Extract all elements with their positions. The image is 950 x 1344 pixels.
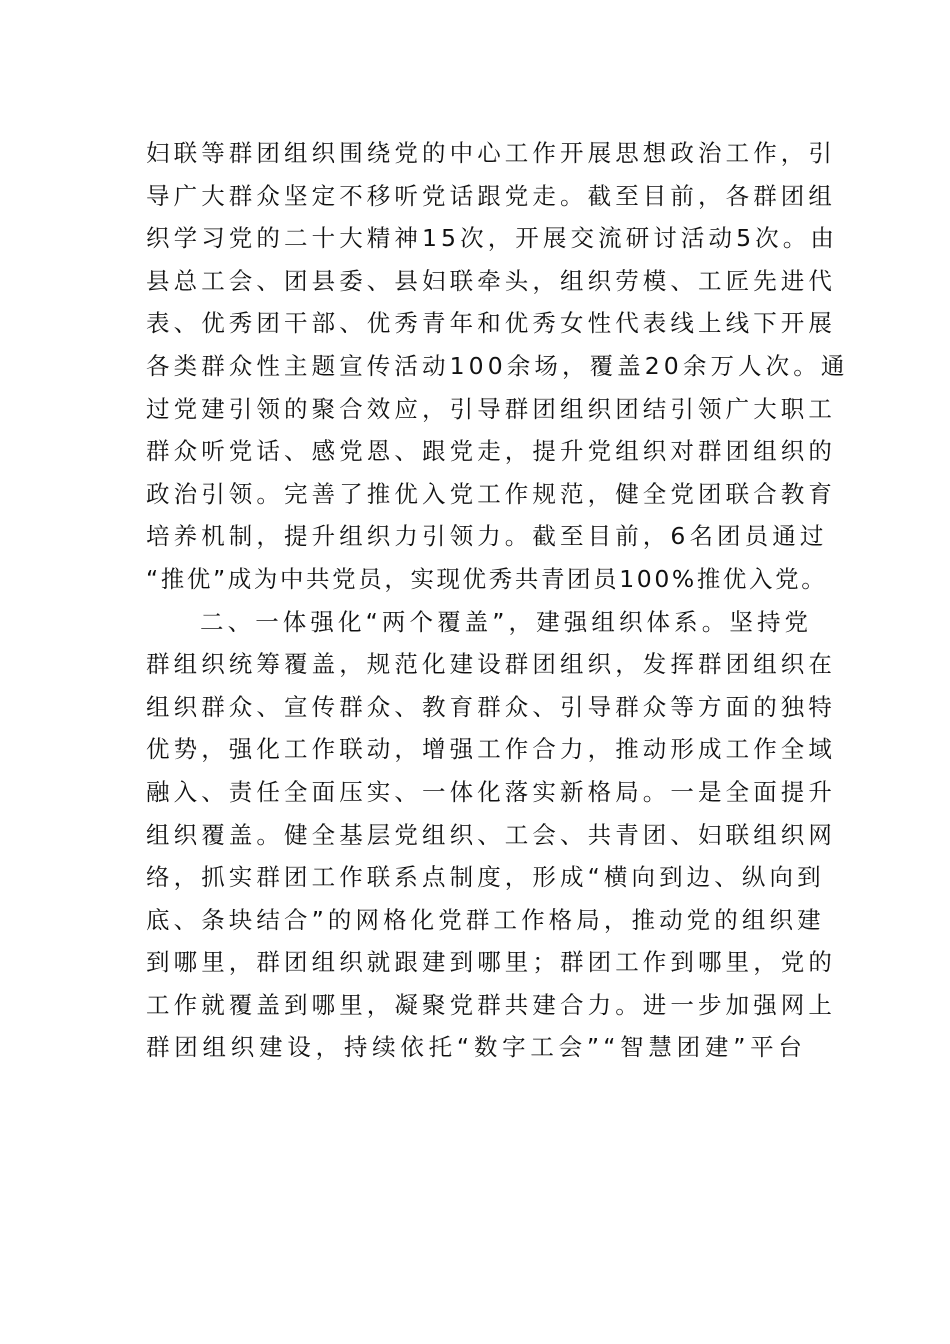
text-line: 组织群众、宣传群众、教育群众、引导群众等方面的独特 [146,692,836,721]
text-line: 各类群众性主题宣传活动100余场，覆盖20余万人次。通 [146,351,849,380]
text-line: 优势，强化工作联动，增强工作合力，推动形成工作全域 [146,735,836,764]
text-line: 政治引领。完善了推优入党工作规范，健全党团联合教育 [146,479,836,508]
document-body [146,132,849,1069]
text-line: 到哪里，群团组织就跟建到哪里；群团工作到哪里，党的 [146,948,836,977]
text-line: 导广大群众坚定不移听党话跟党走。截至目前，各群团组 [146,181,836,210]
paragraph-1 [146,132,849,601]
text-line: 工作就覆盖到哪里，凝聚党群共建合力。进一步加强网上 [146,990,836,1019]
text-line: 培养机制，提升组织力引领力。截至目前，6名团员通过 [146,522,828,551]
text-line: 群组织统筹覆盖，规范化建设群团组织，发挥群团组织在 [146,650,836,679]
text-line: 融入、责任全面压实、一体化落实新格局。一是全面提升 [146,777,836,806]
text-line: 县总工会、团县委、县妇联牵头，组织劳模、工匠先进代 [146,266,836,295]
text-line: 组织覆盖。健全基层党组织、工会、共青团、妇联组织网 [146,820,836,849]
paragraph-2 [146,601,836,1070]
text-line: 群众听党话、感党恩、跟党走，提升党组织对群团组织的 [146,437,836,466]
text-line: 群团组织建设，持续依托“数字工会”“智慧团建”平台 [146,1033,806,1062]
text-line: 表、优秀团干部、优秀青年和优秀女性代表线上线下开展 [146,309,836,338]
text-line: 二、一体强化“两个覆盖”，建强组织体系。坚持党 [200,607,813,636]
text-line: 妇联等群团组织围绕党的中心工作开展思想政治工作，引 [146,139,836,167]
text-line: 织学习党的二十大精神15次，开展交流研讨活动5次。由 [146,224,838,253]
text-line: 底、条块结合”的网格化党群工作格局，推动党的组织建 [146,905,825,934]
text-line: 络，抓实群团工作联系点制度，形成“横向到边、纵向到 [146,863,825,892]
text-line: “推优”成为中共党员，实现优秀共青团员100%推优入党。 [146,564,828,593]
text-line: 过党建引领的聚合效应，引导群团组织团结引领广大职工 [146,394,836,423]
